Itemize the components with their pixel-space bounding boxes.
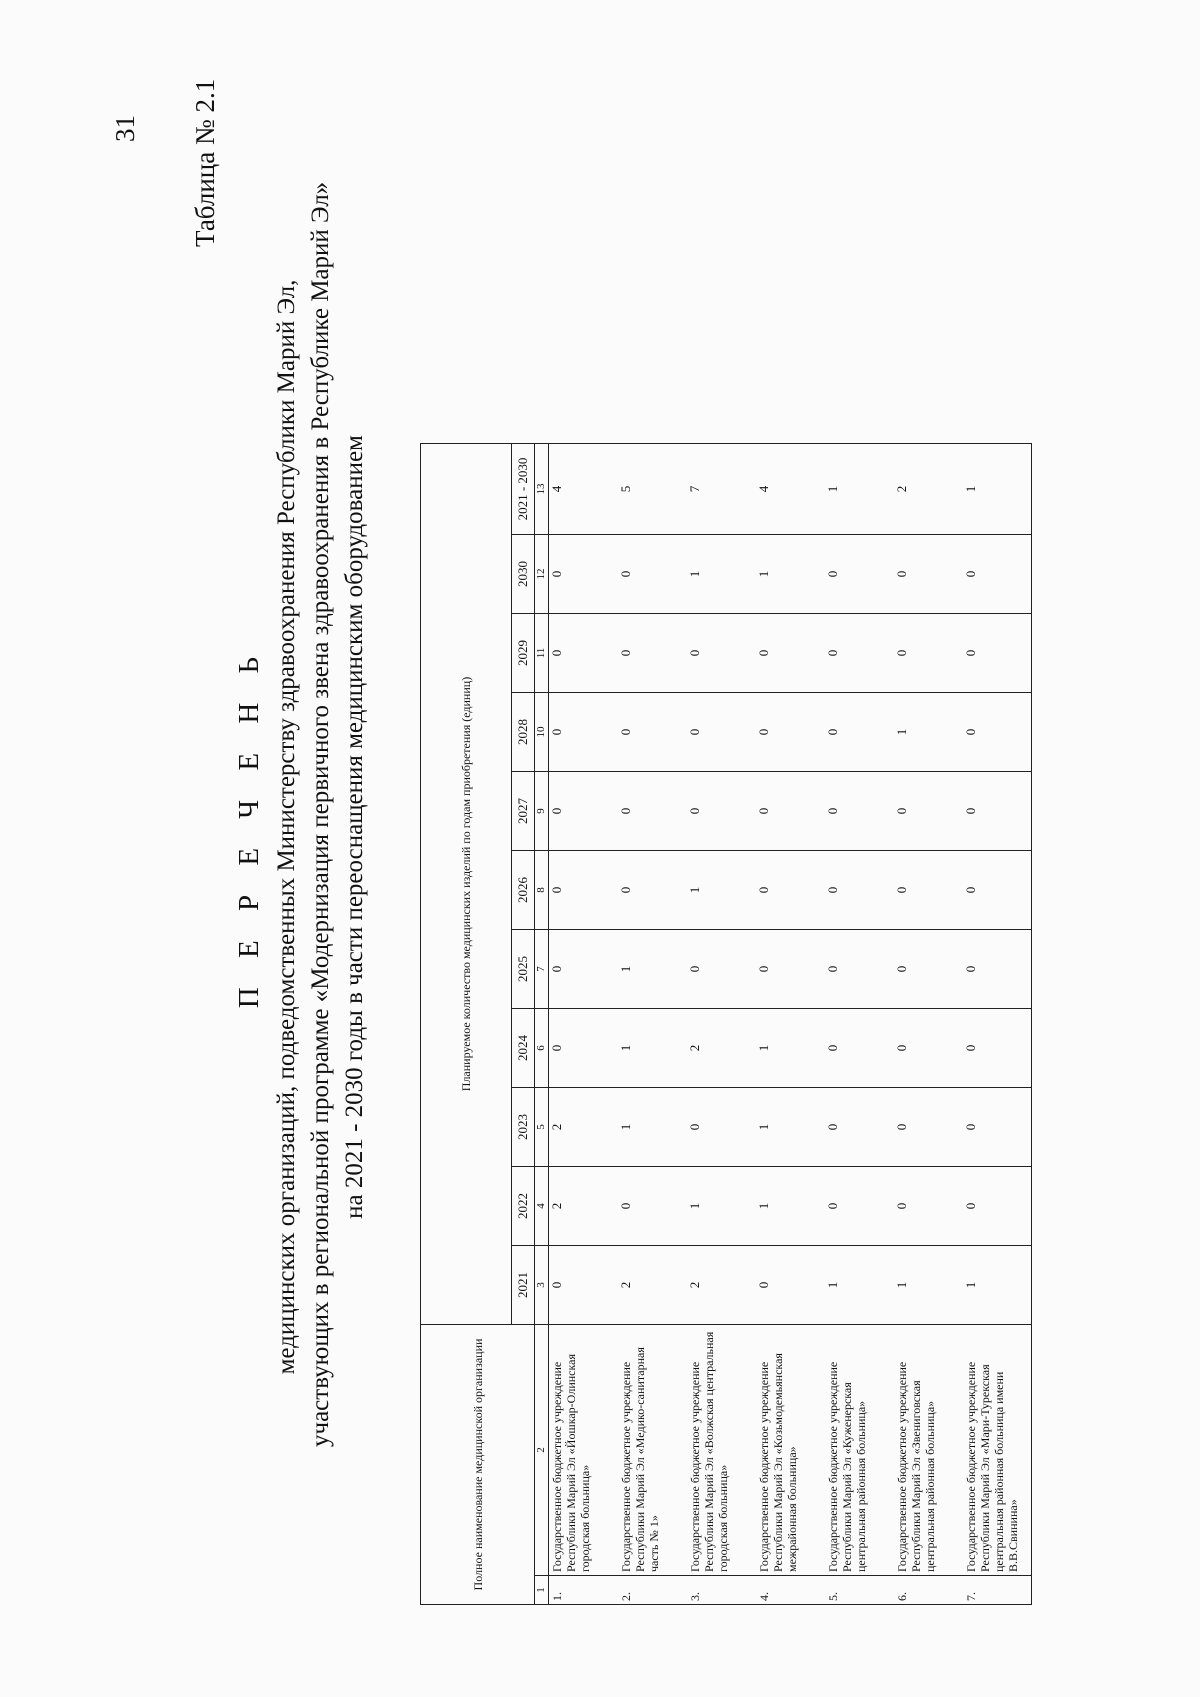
year-value-cell: 1 xyxy=(687,535,756,614)
row-number: 4. xyxy=(756,1576,825,1605)
year-value-cell: 1 xyxy=(825,1246,894,1325)
column-number: 10 xyxy=(535,693,549,772)
year-value-cell: 0 xyxy=(963,535,1032,614)
year-value-cell: 1 xyxy=(894,1246,963,1325)
year-value-cell: 0 xyxy=(825,930,894,1009)
year-value-cell: 0 xyxy=(825,693,894,772)
column-number: 4 xyxy=(535,1167,549,1246)
name-column-header: Полное наименование медицинской организации xyxy=(421,1325,535,1605)
column-number: 13 xyxy=(535,444,549,535)
table-row xyxy=(618,444,687,1605)
year-value-cell: 0 xyxy=(894,614,963,693)
column-number: 12 xyxy=(535,535,549,614)
document-title: П Е Р Е Ч Е Н Ь xyxy=(233,645,265,1009)
year-value-cell: 2 xyxy=(618,1246,687,1325)
year-value-cell: 0 xyxy=(825,1167,894,1246)
column-number: 1 xyxy=(535,1576,549,1605)
year-header: 2024 xyxy=(512,1009,535,1088)
header-line-3: на 2021 - 2030 годы в части переоснащения медицинским оборудованием xyxy=(341,435,368,1219)
year-value-cell: 1 xyxy=(618,1088,687,1167)
row-number: 2. xyxy=(618,1576,687,1605)
year-value-cell: 2 xyxy=(549,1088,618,1167)
year-value-cell: 1 xyxy=(756,1088,825,1167)
total-cell: 5 xyxy=(618,444,687,535)
year-header: 2022 xyxy=(512,1167,535,1246)
year-value-cell: 0 xyxy=(618,1167,687,1246)
year-value-cell: 1 xyxy=(756,535,825,614)
year-value-cell: 1 xyxy=(894,693,963,772)
year-value-cell: 0 xyxy=(963,851,1032,930)
organization-name: Государственное бюджетное учреждение Республики Марий Эл «Волжская центральная городская больница» xyxy=(687,1325,756,1576)
year-value-cell: 0 xyxy=(549,851,618,930)
total-cell: 2 xyxy=(894,444,963,535)
total-cell: 1 xyxy=(825,444,894,535)
organization-name: Государственное бюджетное учреждение Республики Марий Эл «Медико-санитарная часть № 1» xyxy=(618,1325,687,1576)
year-value-cell: 0 xyxy=(825,1088,894,1167)
year-value-cell: 0 xyxy=(825,535,894,614)
year-value-cell: 0 xyxy=(618,693,687,772)
year-value-cell: 0 xyxy=(825,614,894,693)
table-row xyxy=(825,444,894,1605)
year-value-cell: 0 xyxy=(894,1009,963,1088)
year-value-cell: 0 xyxy=(687,930,756,1009)
year-value-cell: 0 xyxy=(894,1088,963,1167)
column-number: 9 xyxy=(535,772,549,851)
year-value-cell: 0 xyxy=(618,851,687,930)
table-body xyxy=(549,444,1032,1605)
year-value-cell: 0 xyxy=(756,693,825,772)
year-header: 2025 xyxy=(512,930,535,1009)
year-value-cell: 0 xyxy=(963,1167,1032,1246)
year-value-cell: 0 xyxy=(618,614,687,693)
year-value-cell: 0 xyxy=(825,851,894,930)
year-value-cell: 0 xyxy=(756,851,825,930)
year-value-cell: 0 xyxy=(963,693,1032,772)
equipment-table xyxy=(420,443,1032,1605)
year-header: 2021 - 2030 xyxy=(512,444,535,535)
year-value-cell: 0 xyxy=(963,772,1032,851)
organization-name: Государственное бюджетное учреждение Республики Марий Эл «Звениговская центральная районная больница» xyxy=(894,1325,963,1576)
year-value-cell: 0 xyxy=(549,535,618,614)
year-value-cell: 1 xyxy=(687,1167,756,1246)
year-value-cell: 0 xyxy=(549,614,618,693)
year-value-cell: 0 xyxy=(549,930,618,1009)
document-header xyxy=(232,181,372,1447)
year-header: 2021 xyxy=(512,1246,535,1325)
page-number: 31 xyxy=(110,115,140,142)
header-line-1: медицинских организаций, подведомственных Министерству здравоохранения Республики Марий Эл, xyxy=(273,279,300,1375)
column-number: 11 xyxy=(535,614,549,693)
total-cell: 7 xyxy=(687,444,756,535)
year-value-cell: 1 xyxy=(618,1009,687,1088)
row-number: 5. xyxy=(825,1576,894,1605)
year-value-cell: 0 xyxy=(618,772,687,851)
group-column-header: Планируемое количество медицинских изделий по годам приобретения (единиц) xyxy=(421,444,512,1325)
row-number: 7. xyxy=(963,1576,1032,1605)
column-number: 2 xyxy=(535,1325,549,1576)
year-value-cell: 0 xyxy=(894,1167,963,1246)
column-number: 5 xyxy=(535,1088,549,1167)
year-header: 2029 xyxy=(512,614,535,693)
table-row xyxy=(894,444,963,1605)
year-value-cell: 0 xyxy=(756,930,825,1009)
year-header: 2028 xyxy=(512,693,535,772)
year-value-cell: 0 xyxy=(549,772,618,851)
year-value-cell: 1 xyxy=(618,930,687,1009)
table-row xyxy=(687,444,756,1605)
year-header: 2030 xyxy=(512,535,535,614)
year-value-cell: 0 xyxy=(825,772,894,851)
year-value-cell: 0 xyxy=(756,772,825,851)
year-value-cell: 0 xyxy=(756,1246,825,1325)
year-value-cell: 2 xyxy=(549,1167,618,1246)
year-header: 2023 xyxy=(512,1088,535,1167)
year-value-cell: 1 xyxy=(687,851,756,930)
organization-name: Государственное бюджетное учреждение Республики Марий Эл «Мари-Турекская центральная районная больница имени В.В.Свинина» xyxy=(963,1325,1032,1576)
year-value-cell: 0 xyxy=(894,535,963,614)
year-value-cell: 0 xyxy=(687,614,756,693)
table-label: Таблица № 2.1 xyxy=(190,78,220,247)
year-value-cell: 2 xyxy=(687,1009,756,1088)
year-value-cell: 0 xyxy=(549,693,618,772)
year-value-cell: 0 xyxy=(687,772,756,851)
year-value-cell: 0 xyxy=(963,930,1032,1009)
year-value-cell: 0 xyxy=(825,1009,894,1088)
year-value-cell: 1 xyxy=(756,1009,825,1088)
year-value-cell: 1 xyxy=(756,1167,825,1246)
header-line-2: участвующих в региональной программе «Модернизация первичного звена здравоохранения в Республике Марий Эл» xyxy=(307,181,334,1447)
column-number: 6 xyxy=(535,1009,549,1088)
year-value-cell: 2 xyxy=(687,1246,756,1325)
year-header: 2026 xyxy=(512,851,535,930)
year-header: 2027 xyxy=(512,772,535,851)
organization-name: Государственное бюджетное учреждение Республики Марий Эл «Козьмодемьянская межрайонная больница» xyxy=(756,1325,825,1576)
table-row xyxy=(549,444,618,1605)
row-number: 3. xyxy=(687,1576,756,1605)
year-value-cell: 0 xyxy=(756,614,825,693)
column-number: 7 xyxy=(535,930,549,1009)
year-value-cell: 0 xyxy=(549,1009,618,1088)
column-number: 3 xyxy=(535,1246,549,1325)
year-value-cell: 0 xyxy=(894,851,963,930)
year-value-cell: 0 xyxy=(618,535,687,614)
total-cell: 4 xyxy=(756,444,825,535)
total-cell: 1 xyxy=(963,444,1032,535)
column-number: 8 xyxy=(535,851,549,930)
total-cell: 4 xyxy=(549,444,618,535)
year-value-cell: 0 xyxy=(963,614,1032,693)
column-number-row xyxy=(535,444,549,1605)
year-value-cell: 0 xyxy=(687,693,756,772)
year-value-cell: 0 xyxy=(894,930,963,1009)
year-value-cell: 0 xyxy=(687,1088,756,1167)
year-value-cell: 0 xyxy=(963,1009,1032,1088)
year-value-cell: 1 xyxy=(963,1246,1032,1325)
year-value-cell: 0 xyxy=(894,772,963,851)
row-number: 6. xyxy=(894,1576,963,1605)
year-value-cell: 0 xyxy=(549,1246,618,1325)
organization-name: Государственное бюджетное учреждение Республики Марий Эл «Йошкар-Олинская городская больница» xyxy=(549,1325,618,1576)
table-row xyxy=(963,444,1032,1605)
table-row xyxy=(756,444,825,1605)
row-number: 1. xyxy=(549,1576,618,1605)
year-value-cell: 0 xyxy=(963,1088,1032,1167)
organization-name: Государственное бюджетное учреждение Республики Марий Эл «Куженерская центральная районная больница» xyxy=(825,1325,894,1576)
